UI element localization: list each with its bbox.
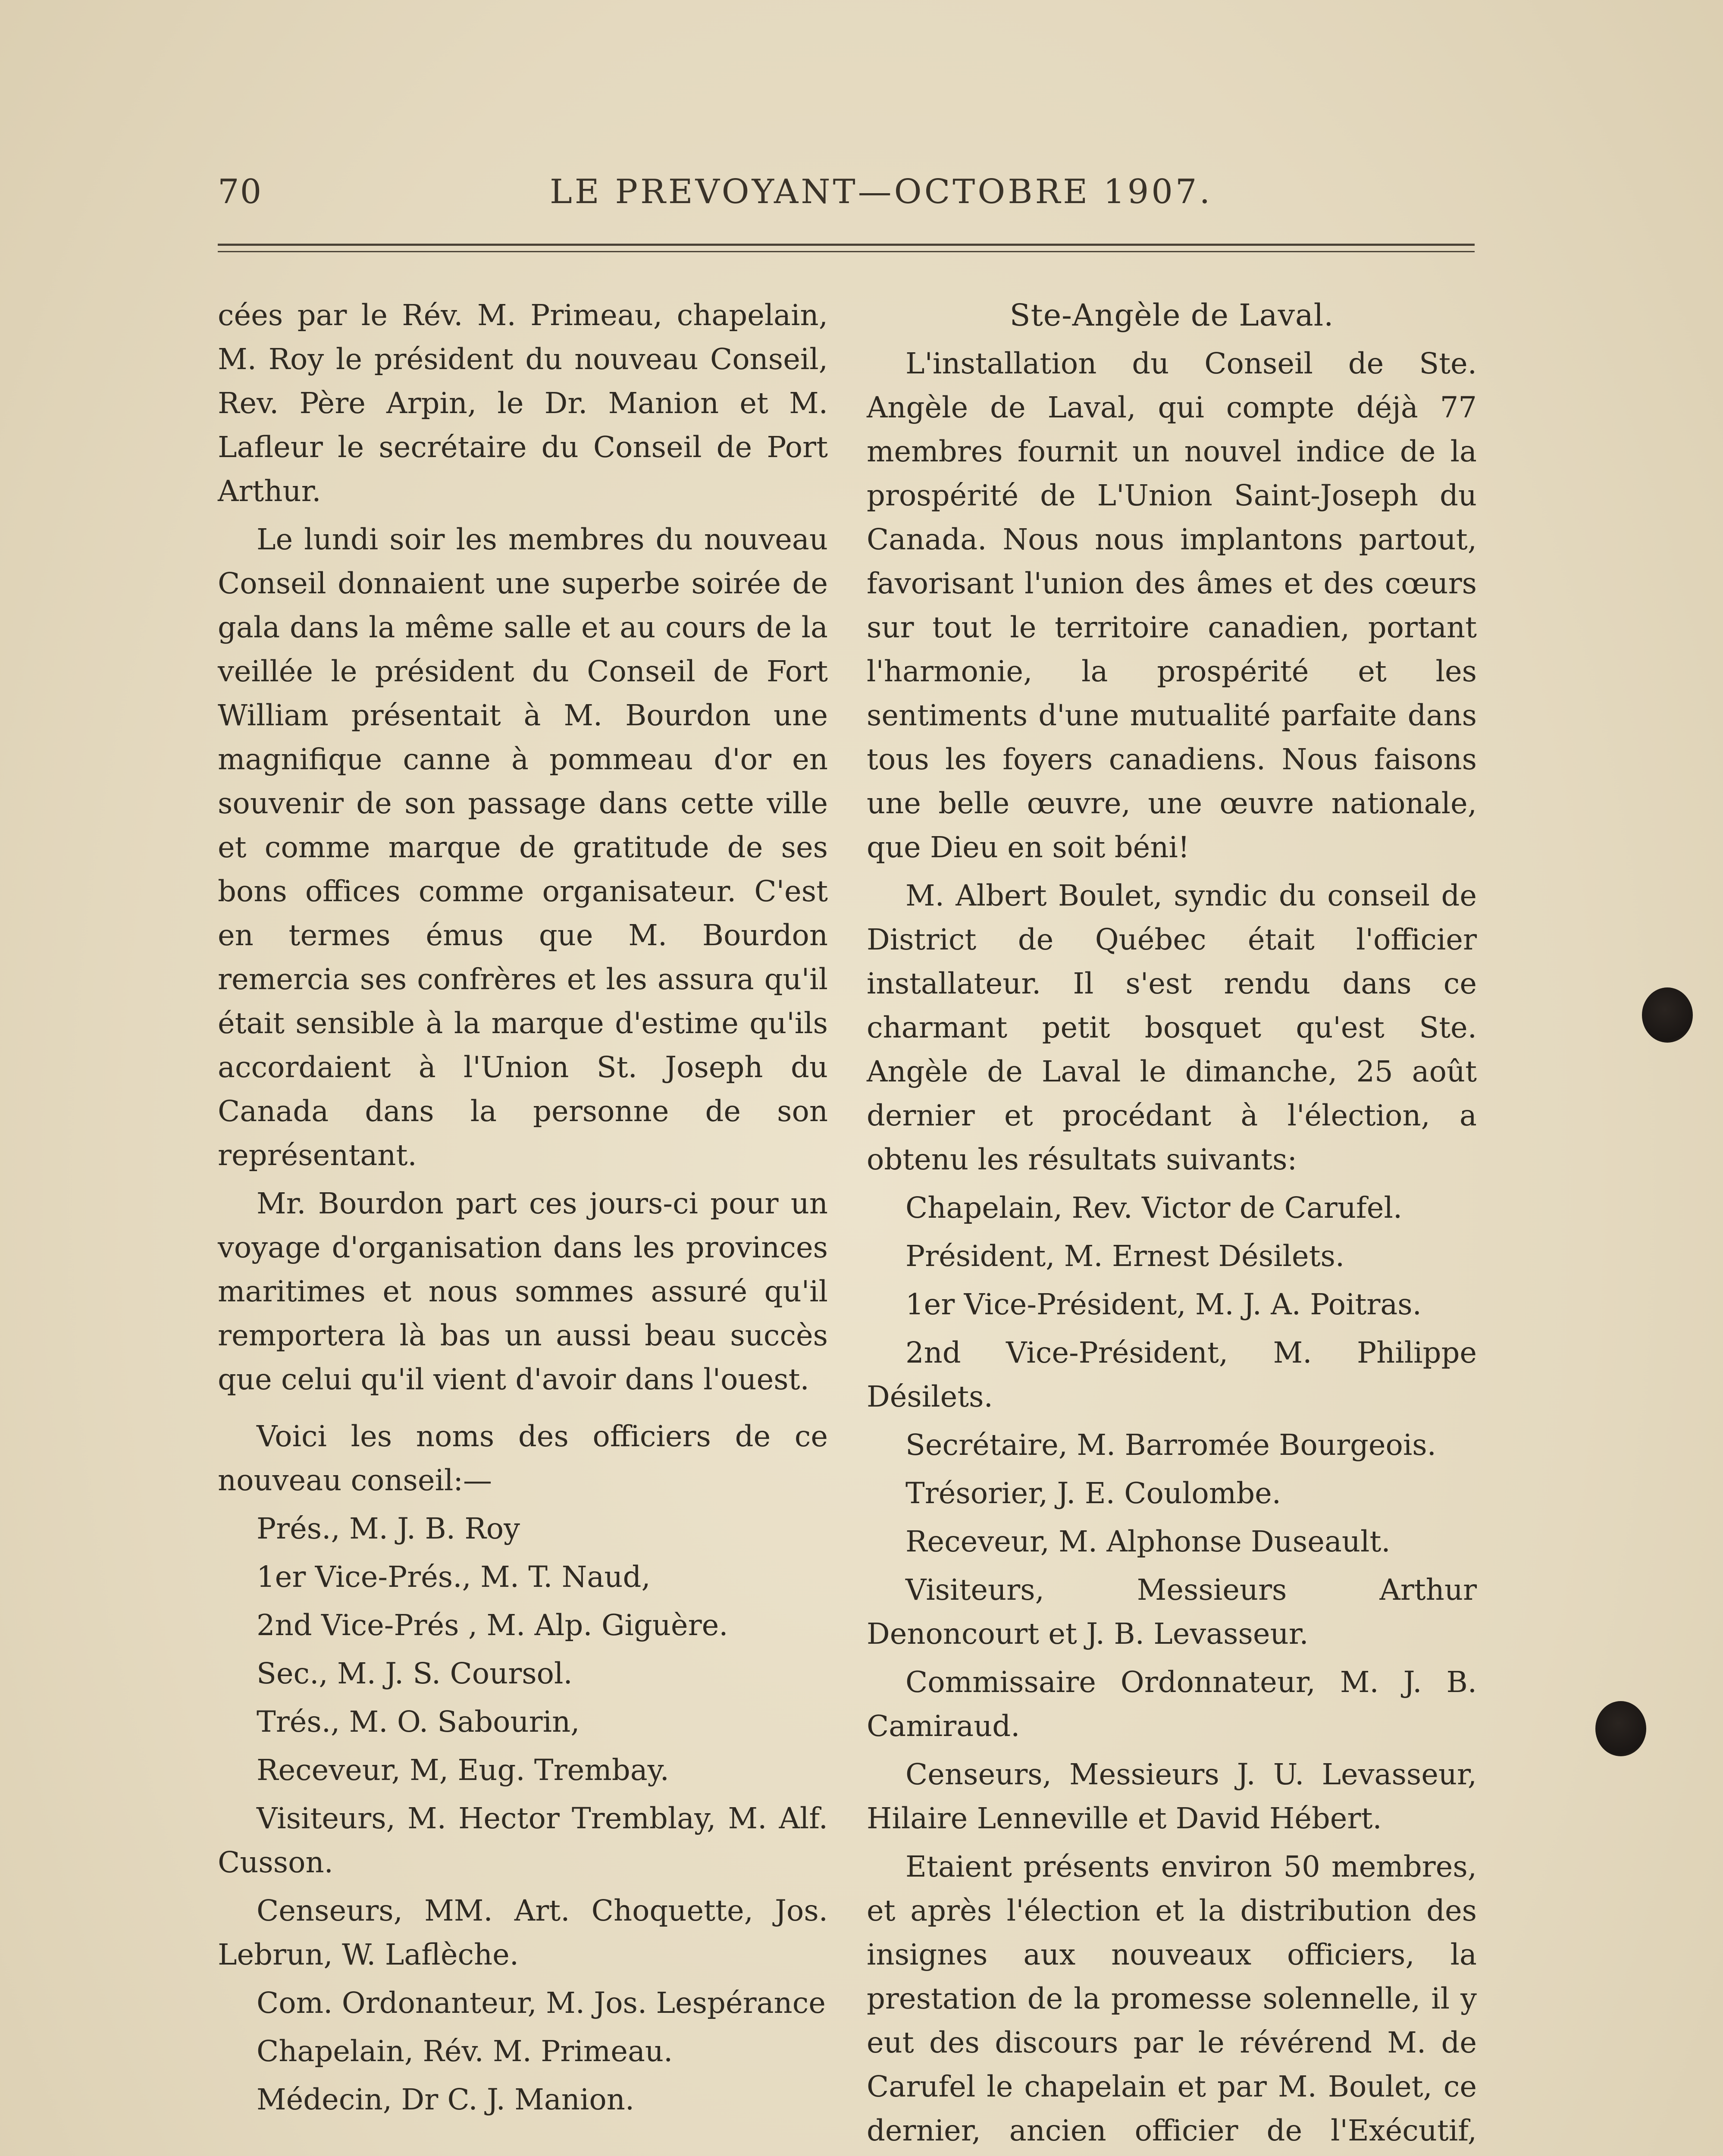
page-number: 70 [218,172,263,211]
officer-line: Receveur, M, Eug. Trembay. [257,1753,669,1787]
header-rule-bottom [218,251,1475,252]
officer-line: Trésorier, J. E. Coulombe. [905,1476,1281,1510]
section-title: Ste-Angèle de Laval. [1009,298,1334,333]
officer-line: Visiteurs, M. Hector Tremblay, M. Alf. Cusson. [218,1802,828,1879]
officer-line: Commissaire Ordonnateur, M. J. B. Camiraud. [867,1665,1477,1743]
paragraph: Etaient présents environ 50 membres, et après l'élection et la distribution des insignes aux nouveaux officiers, la prestation de la promesse solennelle, il y eut des discours par le révérend M. de Carufel le chapelain et par M. Boulet, ce dernier, ancien officier de l'Exécutif, [867,1850,1477,2147]
paragraph: Le lundi soir les membres du nouveau Conseil donnaient une superbe soirée de gala dans la même salle et au cours de la veillée le président du Conseil de Fort William présentait à M. Bourdon une magnifique canne à pommeau d'or en souvenir de son passage dans cette ville et comme marque de gratitude de ses bons offices comme organisateur. C'est en termes émus que M. Bourdon remercia ses confrères et les assura qu'il était sensible à la marque d'estime qu'ils accordaient à l'Union St. Joseph du Canada dans la personne de son représentant. [218,523,828,1172]
section-separator [218,2147,828,2156]
punch-hole [1595,1701,1646,1756]
paragraph: Mr. Bourdon part ces jours-ci pour un voyage d'organisation dans les provinces maritimes et nous sommes assuré qu'il remportera là bas un aussi beau succès que celui qu'il vient d'avoir dans l'ouest. [218,1187,828,1396]
officer-line: Visiteurs, Messieurs Arthur Denoncourt et J. B. Levasseur. [867,1573,1477,1651]
officer-line: Sec., M. J. S. Coursol. [257,1657,573,1690]
officer-line: Trés., M. O. Sabourin, [257,1705,580,1739]
officer-line: Censeurs, Messieurs J. U. Levasseur, Hilaire Lenneville et David Hébert. [867,1758,1477,1835]
officer-line: Censeurs, MM. Art. Choquette, Jos. Lebrun, W. Laflèche. [218,1894,828,1971]
punch-hole [1642,987,1693,1043]
paragraph: Voici les noms des officiers de ce nouveau conseil:— [218,1420,828,1497]
paragraph: M. Albert Boulet, syndic du conseil de District de Québec était l'officier installateur. Il s'est rendu dans ce charmant petit bosquet qu'est Ste. Angèle de Laval le dimanche, 25 août dernier et procédant à l'élection, a obtenu les résultats suivants: [867,879,1477,1176]
officer-line: 1er Vice-Prés., M. T. Naud, [257,1560,651,1594]
officer-line: Receveur, M. Alphonse Duseault. [905,1525,1391,1558]
right-column [867,293,1477,2156]
running-title: LE PREVOYANT—OCTOBRE 1907. [550,172,1213,211]
officer-line: Président, M. Ernest Désilets. [905,1239,1345,1273]
officer-line: 2nd Vice-Prés , M. Alp. Giguère. [257,1608,728,1642]
paragraph: cées par le Rév. M. Primeau, chapelain, M. Roy le président du nouveau Conseil, Rev. Père Arpin, le Dr. Manion et M. Lafleur le secrétaire du Conseil de Port Arthur. [218,298,828,508]
officer-line: Chapelain, Rév. M. Primeau. [257,2034,673,2068]
officer-line: Com. Ordonanteur, M. Jos. Lespérance [257,1986,826,2020]
page-header [218,172,1475,229]
officer-line: Chapelain, Rev. Victor de Carufel. [905,1191,1403,1225]
officer-line: Prés., M. J. B. Roy [257,1512,520,1545]
officer-line: 1er Vice-Président, M. J. A. Poitras. [905,1288,1422,1321]
paragraph: L'installation du Conseil de Ste. Angèle de Laval, qui compte déjà 77 membres fournit un nouvel indice de la prospérité de L'Union Saint-Joseph du Canada. Nous nous implantons partout, favorisant l'union des âmes et des cœurs sur tout le territoire canadien, portant l'harmonie, la prospérité et les sentiments d'une mutualité parfaite dans tous les foyers canadiens. Nous faisons une belle œuvre, une œuvre nationale, que Dieu en soit béni! [867,347,1477,864]
officer-line: Secrétaire, M. Barromée Bourgeois. [905,1428,1436,1462]
officer-line: Médecin, Dr C. J. Manion. [257,2083,635,2116]
officer-line: 2nd Vice-Président, M. Philippe Désilets. [867,1336,1477,1413]
header-rule-top [218,244,1475,246]
left-column [218,293,828,2156]
